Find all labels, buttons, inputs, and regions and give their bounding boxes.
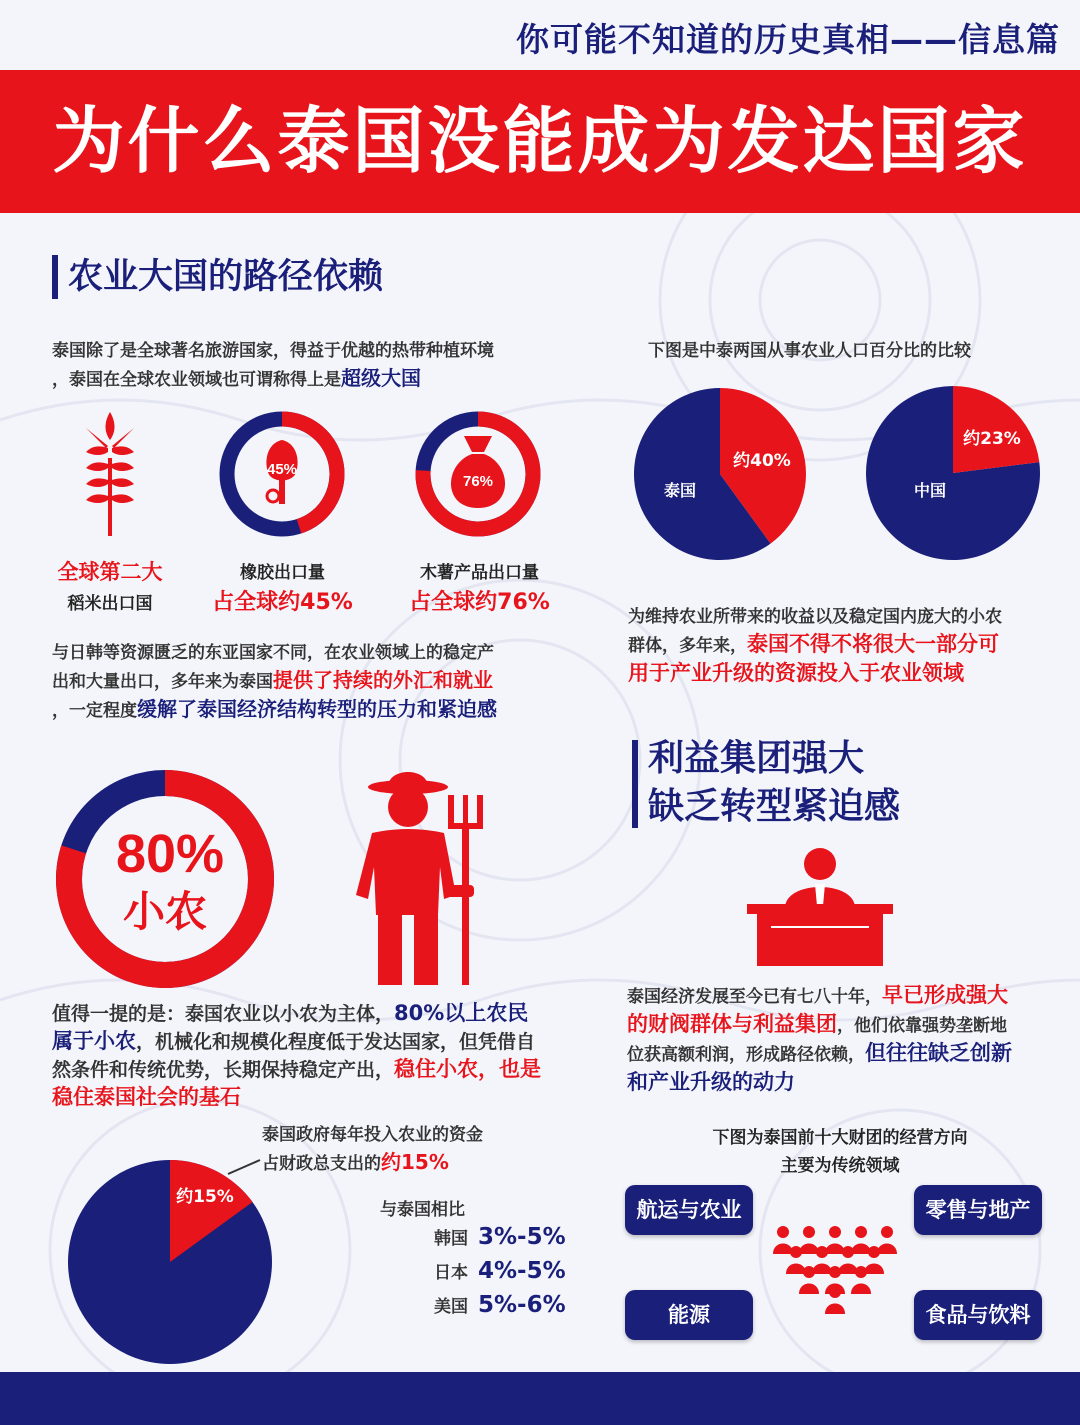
group-retail-realestate: 零售与地产 bbox=[914, 1185, 1042, 1235]
money-bag-icon bbox=[451, 436, 505, 508]
cassava-percent: 76% bbox=[462, 473, 494, 490]
rubber-donut bbox=[218, 410, 346, 538]
small-farmer-donut bbox=[52, 766, 278, 992]
group-shipping-agri: 航运与农业 bbox=[625, 1185, 753, 1235]
small-farmer-label: 小农 bbox=[122, 887, 208, 936]
people-group-icon bbox=[760, 1222, 910, 1322]
compare-title: 与泰国相比 bbox=[380, 1200, 465, 1220]
section1-intro bbox=[52, 338, 572, 394]
section2-title-line2: 缺乏转型紧迫感 bbox=[648, 786, 901, 827]
person-icon bbox=[825, 1226, 845, 1254]
budget-caption: 泰国政府每年投入农业的资金 占财政总支出的约15% bbox=[262, 1125, 483, 1174]
thailand-pie-slice-label: 约40% bbox=[733, 451, 791, 471]
budget-pie bbox=[60, 1140, 300, 1380]
person-icon bbox=[851, 1226, 871, 1254]
china-pie bbox=[864, 384, 1042, 562]
person-icon bbox=[877, 1226, 897, 1254]
pie-caption: 下图是中泰两国从事农业人口百分比的比较 bbox=[648, 341, 971, 361]
person-icon bbox=[773, 1226, 793, 1254]
section2-title-line1: 利益集团强大 bbox=[648, 738, 865, 779]
group-energy: 能源 bbox=[625, 1290, 753, 1340]
section1-bar bbox=[52, 255, 58, 299]
farmer-icon bbox=[352, 765, 512, 987]
compare-row: 美国 5%-6% bbox=[434, 1292, 566, 1318]
compare-list bbox=[434, 1224, 566, 1326]
intro-line2: ，泰国在全球农业领域也可谓称得上是超级大国 bbox=[52, 366, 421, 390]
section1-para3: 值得一提的是：泰国农业以小农为主体，80%以上农民 属于小农，机械化和规模化程度低于发达国家，但凭借自 然条件和传统优势，长期保持稳定产出，稳住小农，也是 稳住泰国社会的基石 bbox=[52, 1001, 542, 1109]
group-food-beverage: 食品与饮料 bbox=[914, 1290, 1042, 1340]
compare-row: 日本 4%-5% bbox=[434, 1258, 566, 1284]
page-title: 为什么泰国没能成为发达国家 bbox=[52, 99, 1028, 183]
stat-rubber: 橡胶出口量 占全球约45% bbox=[212, 563, 353, 615]
header-kicker: 你可能不知道的历史真相——信息篇 bbox=[516, 20, 1060, 59]
section1-para2: 与日韩等资源匮乏的东亚国家不同，在农业领域上的稳定产 出和大量出口，多年来为泰国提供了持续的外汇和就业 ，一定程度缓解了泰国经济结构转型的压力和紧迫感 bbox=[52, 643, 497, 721]
intro-line1: 泰国除了是全球著名旅游国家，得益于优越的热带种植环境 bbox=[52, 341, 494, 361]
rice-icon bbox=[82, 408, 138, 536]
china-pie-slice-label: 约23% bbox=[963, 429, 1021, 449]
stat-rice: 全球第二大 稻米出口国 bbox=[57, 560, 163, 614]
thailand-pie-label: 泰国 bbox=[663, 481, 697, 500]
footer-bar bbox=[0, 1372, 1080, 1425]
china-pie-label: 中国 bbox=[913, 481, 947, 500]
small-farmer-percent: 80% bbox=[115, 824, 225, 884]
rubber-percent: 45% bbox=[266, 461, 298, 478]
budget-slice-label: 约15% bbox=[176, 1187, 234, 1207]
thailand-pie bbox=[632, 386, 808, 562]
cassava-donut bbox=[414, 410, 542, 538]
boss-desk-icon bbox=[745, 846, 895, 966]
compare-row: 韩国 3%-5% bbox=[434, 1224, 566, 1250]
section2-para: 泰国经济发展至今已有七八十年，早已形成强大 的财阀群体与利益集团，他们依靠强势垄断地 位获高额利润，形成路径依赖，但往往缺乏创新 和产业升级的动力 bbox=[627, 983, 1012, 1094]
section2-bar bbox=[632, 740, 638, 828]
section1-title: 农业大国的路径依赖 bbox=[68, 257, 384, 297]
groups-caption: 下图为泰国前十大财团的经营方向 主要为传统领域 bbox=[712, 1128, 968, 1176]
stat-cassava: 木薯产品出口量 占全球约76% bbox=[409, 563, 550, 615]
right-para: 为维持农业所带来的收益以及稳定国内庞大的小农 群体，多年来，泰国不得不将很大一部分可 用于产业升级的资源投入于农业领域 bbox=[628, 607, 1002, 685]
person-icon bbox=[799, 1226, 819, 1254]
